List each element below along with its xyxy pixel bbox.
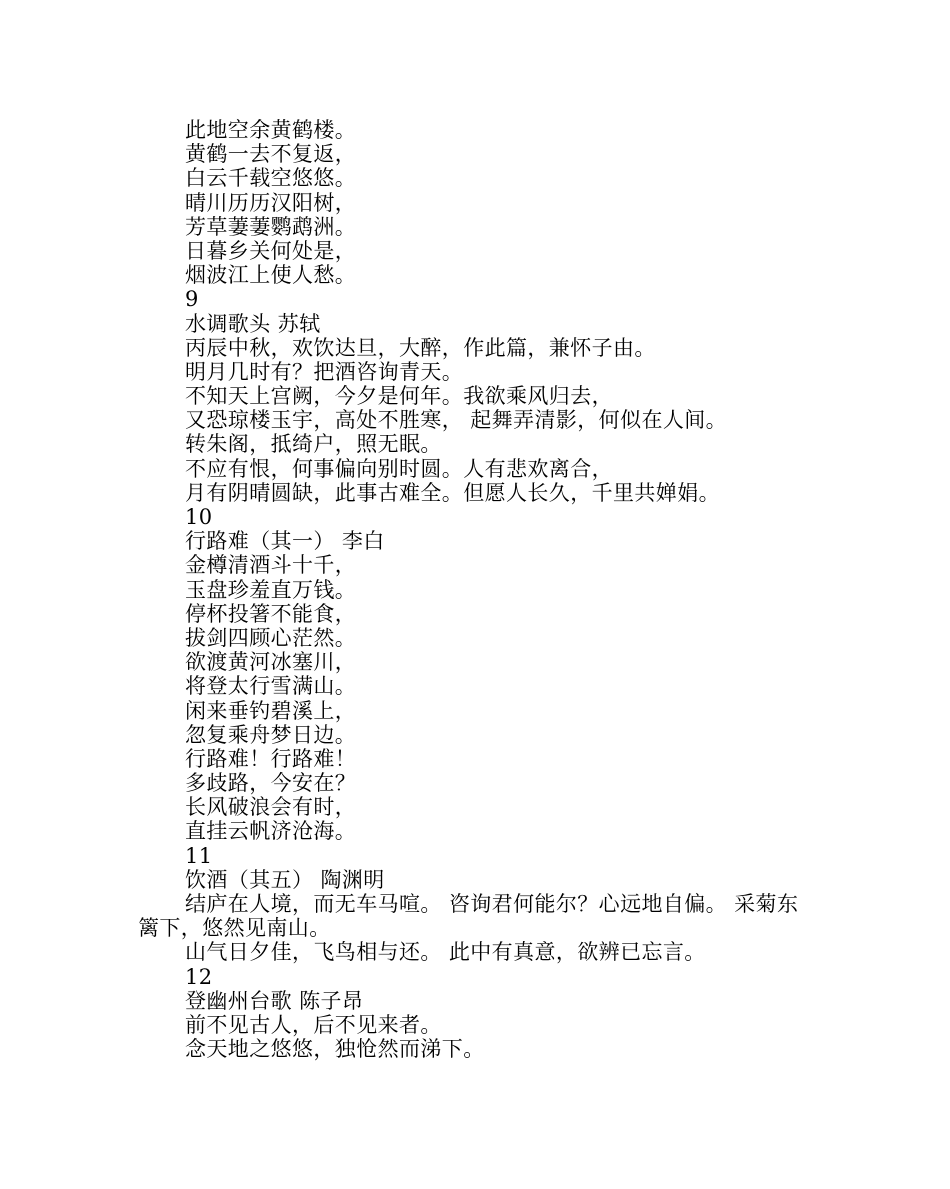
text-line: 烟波江上使人愁。: [185, 263, 357, 288]
text-line: 又恐琼楼玉宇，高处不胜寒， 起舞弄清影，何似在人间。: [185, 408, 728, 433]
text-line: 白云千载空悠悠。: [185, 166, 357, 191]
text-line: 闲来垂钓碧溪上，: [185, 698, 357, 723]
text-line: 此地空余黄鹤楼。: [185, 118, 357, 142]
poem-number: 11: [185, 843, 213, 868]
text-line: 行路难！行路难！: [185, 746, 357, 771]
text-paragraph: 结庐在人境，而无车马喧。 咨询君何能尔？心远地自偏。 采菊东篱下，悠然见南山。: [138, 892, 799, 941]
poem-title: 行路难（其一） 李白: [185, 529, 385, 554]
poem-title: 水调歌头 苏轼: [185, 311, 321, 336]
text-line: 多歧路，今安在？: [185, 771, 357, 796]
poem-title: 饮酒（其五） 陶渊明: [185, 867, 385, 892]
text-line: 玉盘珍羞直万钱。: [185, 577, 357, 602]
text-line: 前不见古人，后不见来者。: [185, 1012, 442, 1037]
text-line: 将登太行雪满山。: [185, 674, 357, 699]
text-line: 山气日夕佳，飞鸟相与还。 此中有真意，欲辨已忘言。: [185, 940, 706, 965]
text-line: 明月几时有？把酒咨询青天。: [185, 359, 464, 384]
text-line: 长风破浪会有时，: [185, 795, 357, 820]
text-line: 念天地之悠悠，独怆然而涕下。: [185, 1037, 485, 1062]
poem-number: 12: [185, 964, 213, 989]
text-line: 日暮乡关何处是，: [185, 238, 357, 263]
text-line: 金樽清酒斗十千，: [185, 553, 357, 578]
text-line: 丙辰中秋，欢饮达旦，大醉，作此篇，兼怀子由。: [185, 335, 656, 360]
text-line: 不知天上宫阙，今夕是何年。我欲乘风归去，: [185, 384, 613, 409]
text-line: 欲渡黄河冰塞川，: [185, 650, 357, 675]
text-line: 不应有恨，何事偏向别时圆。人有悲欢离合，: [185, 456, 613, 481]
poem-text-body: [138, 118, 818, 1061]
text-line: 拔剑四顾心茫然。: [185, 625, 357, 650]
text-line: 晴川历历汉阳树，: [185, 190, 357, 215]
text-line: 转朱阁，抵绮户，照无眠。: [185, 432, 442, 457]
poem-number: 10: [185, 505, 213, 529]
text-line: 芳草萋萋鹦鹉洲。: [185, 214, 357, 239]
poem-number: 9: [185, 287, 199, 312]
text-line: 忽复乘舟梦日边。: [185, 722, 357, 747]
text-line: 停杯投箸不能食，: [185, 601, 357, 626]
poem-title: 登幽州台歌 陈子昂: [185, 988, 364, 1013]
text-line: 月有阴晴圆缺，此事古难全。但愿人长久，千里共婵娟。: [185, 480, 720, 505]
text-line: 直挂云帆济沧海。: [185, 819, 357, 844]
text-line: 黄鹤一去不复返，: [185, 142, 357, 167]
